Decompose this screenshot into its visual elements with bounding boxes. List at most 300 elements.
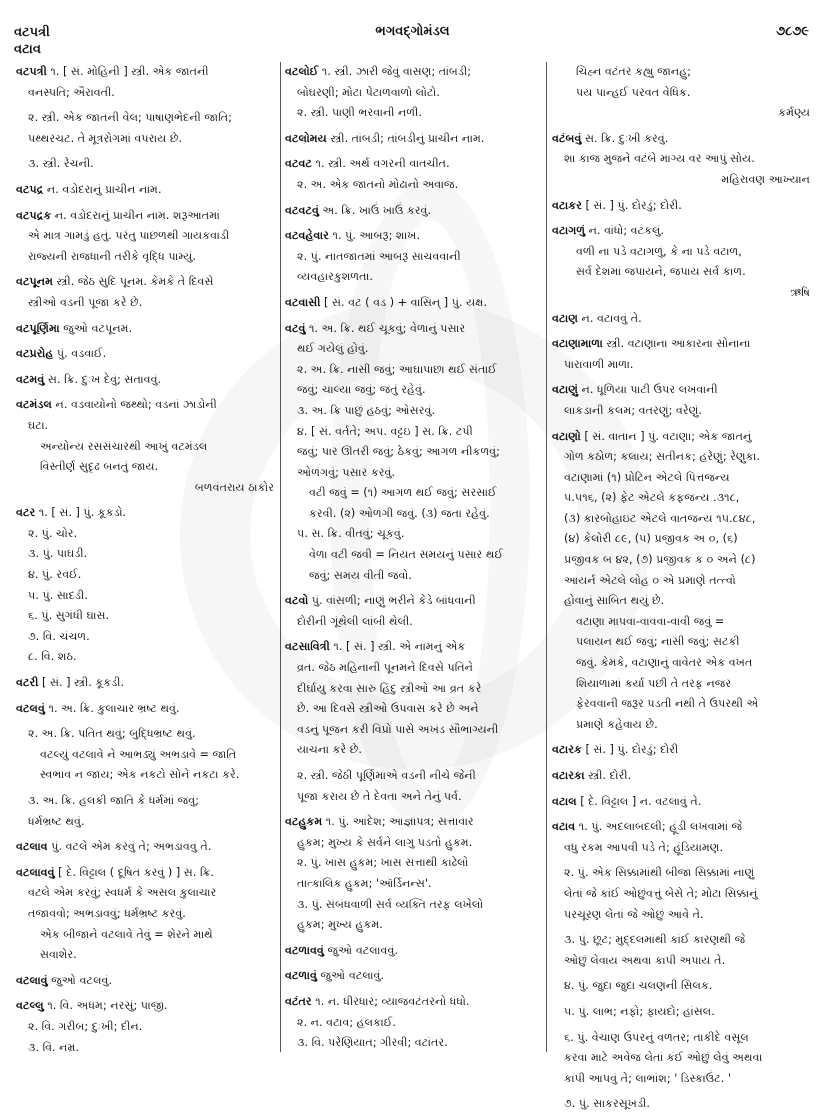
- definition-text: ૨. અ. એક જાતનો મોઢાનો અવાજ.: [297, 177, 459, 191]
- definition-text: ૧. [ સં. ] પું. કૂકડો.: [35, 506, 127, 520]
- dictionary-entry: [16, 724, 278, 786]
- definition-text: વળી ના પડે વટાગળું, કે ના પડે વટાળ,: [576, 244, 742, 258]
- entry-line: [552, 355, 814, 376]
- definition-text: વ્યવહારકુશળતા.: [297, 270, 373, 284]
- entry-line: [16, 293, 278, 314]
- dictionary-entry: [285, 941, 543, 962]
- definition-text: પય પાન્હઈ પરવત વેધિક.: [576, 85, 691, 99]
- entry-line: [285, 915, 543, 936]
- definition-text: ઋષિ: [790, 285, 810, 299]
- headword: વટંતર: [285, 994, 312, 1008]
- definition-text: ૧. વિ. અધમ; નરસું; પાજી.: [43, 999, 168, 1013]
- definition-text: પથ્થરચટ. તે મૂત્રરોગમાં વપરાય છે.: [28, 131, 183, 145]
- headword: વટપત્રી: [16, 65, 47, 78]
- definition-text: વ્રત. જેઠ મહિનાની પૂનમને દિવસે પતિને: [297, 661, 473, 675]
- entry-line: [552, 1002, 814, 1023]
- entry-line: [16, 647, 278, 668]
- entry-line: [552, 1094, 814, 1115]
- definition-text: [ સં. ] સ્ત્રી. કૂકડી.: [38, 676, 125, 690]
- definition-text: સ્ત્રી. દોરી.: [584, 769, 632, 782]
- entry-line: [285, 129, 543, 150]
- definition-text: પ્રમાણે કહેવાય છે.: [576, 717, 658, 731]
- definition-text: [ દે. વિટ્ટાલ ( દૂષિત કરવું ) ] સ. ક્રિ.: [54, 865, 214, 879]
- entry-line: [552, 951, 814, 972]
- column-2: [285, 62, 543, 1059]
- definition-text: ૮. વિ. શઠ.: [28, 650, 77, 664]
- entry-line: [285, 463, 543, 484]
- entry-line: [16, 457, 278, 478]
- entry-line: [552, 129, 814, 150]
- definition-text: ૨. સ્ત્રી. પાણી ભરવાની નળી.: [297, 106, 422, 120]
- entry-line: [16, 129, 278, 150]
- dictionary-entry: [285, 154, 543, 195]
- definition-text: સ્ત્રી. જેઠ સુદિ પૂનમ. કેમકે તે દિવસે: [52, 275, 214, 289]
- entry-line: [16, 996, 278, 1017]
- definition-text: સ્ત્રીઓ વડની પૂજા કરે છે.: [28, 295, 143, 309]
- entry-line: [285, 766, 543, 787]
- headword: વટપ્રરોહ: [16, 347, 54, 361]
- entry-line: [16, 699, 278, 720]
- entry-line: [16, 1017, 278, 1038]
- definition-text: ઓછું લેવાય અથવા કાપી અપાય તે.: [564, 953, 726, 967]
- dictionary-entry: [285, 812, 543, 936]
- entry-line: [552, 1028, 814, 1049]
- definition-text: બોઘરણી; મોટા પેટાળવાળો લોટો.: [297, 85, 440, 99]
- definition-text: પું. વાંસળી; નાણું ભરીને કેડે બાંધવાની: [308, 594, 476, 608]
- column-3: [552, 62, 814, 1120]
- definition-text: ૬. પું. સુગંધી ઘાસ.: [28, 609, 110, 623]
- dictionary-entry: [285, 591, 543, 632]
- definition-text: એ માત્ર ગામડું હતું. પરંતુ પાછળથી ગાયકવાડી: [28, 229, 230, 243]
- entry-line: [552, 401, 814, 422]
- definition-text: ન. વટાવવું તે.: [577, 311, 642, 325]
- entry-line: [285, 154, 543, 175]
- definition-text: ૩. વિ. નમ્ર.: [28, 1040, 79, 1054]
- entry-line: [552, 715, 814, 736]
- dictionary-entry: [285, 319, 543, 587]
- dictionary-entry: [285, 966, 543, 987]
- definition-text: સ. ક્રિ. દુઃખી કરવું.: [581, 131, 669, 145]
- headword: વટલાવું: [16, 973, 48, 987]
- entry-line: [16, 503, 278, 524]
- entry-line: [552, 529, 814, 550]
- definition-text: ૩. પું. પાઘડી.: [28, 547, 88, 561]
- definition-text: ૧. [ સં. ] સ્ત્રી. એ નામનું એક: [329, 640, 466, 654]
- definition-text: લાકડાની કલમ; વતરણું; વરેણું.: [564, 403, 702, 417]
- definition-text: ૨. પું. ખાસ હુકમ; ખાસ સત્તાથી કાઢેલો: [297, 856, 469, 870]
- definition-text: ૧. [ સં. મોહિની ] સ્ત્રી. એક જાતની: [46, 65, 209, 78]
- definition-text: વધુ રકમ આપવી પડે તે; હૂંડિયામણ.: [564, 840, 724, 854]
- headword: વટાવ: [552, 820, 576, 834]
- definition-text: વટાણા માપવા-વાવવા-વાવી જવું =: [576, 614, 725, 628]
- definition-text: ૨. વિ. ગરીબ; દુઃખી; દીન.: [28, 1019, 143, 1033]
- headword: વટરી: [16, 676, 39, 690]
- headword: વટલોઈ: [285, 65, 319, 78]
- headword: વટાણામાળા: [552, 337, 603, 351]
- entry-line: [16, 344, 278, 365]
- entry-line: [285, 833, 543, 854]
- definition-text: પ્રજીવક બ ૪૨, (૭) પ્રજીવક ક ૦ અને (૮): [564, 553, 756, 567]
- headword: વટલાવવું: [16, 865, 55, 879]
- headword: વટંબવું: [552, 131, 582, 145]
- definition-text: ૭. વિ. ચંચળ.: [28, 629, 90, 643]
- dictionary-entry: [16, 344, 278, 365]
- headword: વટસાવિત્રી: [285, 640, 330, 654]
- entry-line: [285, 103, 543, 124]
- headword: વટાણું: [552, 383, 578, 397]
- headword: વટાગળું: [552, 224, 586, 238]
- dictionary-entry: [16, 673, 278, 694]
- entry-line: [285, 524, 543, 545]
- entry-line: [285, 637, 543, 658]
- definition-text: વનસ્પતિ; ઐરાવતી.: [28, 85, 115, 99]
- definition-text: ૧. પું. આબરૂ; શાખ.: [328, 229, 421, 243]
- definition-text: ૩. વિ. પરેણિયાત; ગીરવી; વટાંતર.: [297, 1036, 448, 1050]
- entry-line: [552, 334, 814, 355]
- entry-line: [552, 766, 814, 787]
- entry-line: [16, 437, 278, 458]
- entry-line: [285, 62, 543, 83]
- entry-line: [16, 247, 278, 268]
- definition-text: સવાશેર.: [40, 948, 77, 962]
- entry-line: [16, 673, 278, 694]
- definition-text: ૧. પું. આદેશ; આજ્ઞાપત્ર; સત્તાવાર: [322, 815, 474, 829]
- dictionary-entry: [552, 817, 814, 858]
- column-divider: [546, 62, 547, 1052]
- definition-text: જવું; સમય વીતી જવો.: [309, 568, 412, 582]
- definition-text: ન. વાંધો; વટકલું.: [585, 224, 665, 238]
- column-1: [16, 62, 278, 1063]
- definition-text: ઘટા.: [28, 418, 49, 432]
- definition-text: કર્મણ્ય: [778, 106, 810, 120]
- entry-line: [285, 401, 543, 422]
- definition-text: ૪. [ સં. વર્તતે; અપ. વટ્ટઇ ] સ. ક્રિ. ટપી: [297, 424, 473, 438]
- entry-line: [16, 272, 278, 293]
- definition-text: પલાયન થઈ જવું; નાસી જવું; સટકી: [576, 635, 740, 649]
- definition-text: ગોળ કઠોળ; કલાય; સતીનક; હરેણું; રેણુકા.: [564, 450, 760, 464]
- entry-line: [285, 992, 543, 1013]
- definition-text: ૨. પું. ચોર.: [28, 526, 78, 540]
- entry-line: [552, 380, 814, 401]
- definition-text: દીર્ઘાયુ કરવા સારુ હિંદુ સ્ત્રીઓ આ વ્રત કરે: [297, 681, 482, 695]
- definition-text: ૨. અ. ક્રિ. નાસી જવું; આઘાપાછા થઈ સંતાઈ: [297, 362, 497, 376]
- dictionary-entry: [16, 370, 278, 391]
- dictionary-entry: [16, 971, 278, 992]
- entry-line: [552, 694, 814, 715]
- entry-line: [285, 319, 543, 340]
- entry-line: [16, 863, 278, 884]
- entry-line: [16, 627, 278, 648]
- definition-text: પું. વટલે એમ કરવું તે; અભડાવવું તે.: [47, 840, 212, 854]
- definition-text: જવું; પાર ઊતરી જવું; ઠેકવું; આગળ નીકળવું;: [297, 445, 500, 459]
- definition-text: છે. આ દિવસે સ્ત્રીઓ ઉપવાસ કરે છે અને: [297, 702, 479, 716]
- definition-text: જુઓ વટપૂનમ.: [59, 321, 133, 335]
- headword: વટવાસી: [285, 295, 321, 309]
- definition-text: મહિરાવણ આખ્યાન: [721, 172, 810, 186]
- definition-text: ૨. અ. ક્રિ. પતિત થવું; બુદ્ધિભ્રષ્ટ થવું.: [28, 727, 196, 741]
- definition-text: યાચના કરે છે.: [297, 743, 362, 757]
- definition-text: ૪. પું. જુદા જુદા ચલણની સિલક.: [564, 979, 713, 993]
- entry-line: [16, 765, 278, 786]
- entry-line: [16, 180, 278, 201]
- entry-line: [285, 1033, 543, 1054]
- definition-text: ૨. પું. નાતજાતમાં આબરૂ સાચવવાની: [297, 249, 461, 263]
- dictionary-entry: [552, 427, 814, 736]
- headword: વટમવું: [16, 372, 45, 386]
- entry-line: [552, 632, 814, 653]
- entry-line: [285, 545, 543, 566]
- entry-line: [16, 586, 278, 607]
- definition-text: ૩. પું. છૂટ; મુદ્દલમાંથી કાંઈ કારણથી જે: [564, 933, 746, 947]
- entry-line: [16, 544, 278, 565]
- definition-text: [ સં. વટ ( વડ ) + વાસિન્ ] પું. યક્ષ.: [320, 295, 487, 309]
- definition-text: સ્વભાવ ન જાય; એક નકટો સોને નકટા કરે.: [40, 768, 240, 782]
- entry-line: [552, 674, 814, 695]
- dictionary-entry: [285, 226, 543, 288]
- entry-line: [285, 966, 543, 987]
- headword: વટપૂર્ણિમા: [16, 321, 60, 335]
- entry-line: [552, 283, 814, 304]
- entry-line: [552, 149, 814, 170]
- entry-line: [285, 360, 543, 381]
- entry-line: [285, 895, 543, 916]
- entry-line: [552, 1069, 814, 1090]
- entry-line: [552, 838, 814, 859]
- entry-line: [285, 1013, 543, 1034]
- entry-line: [552, 221, 814, 242]
- definition-text: ૬. પું. વેચાણ ઉપરનું વળતર; તાકીદે વસૂલ: [564, 1030, 749, 1044]
- headword: વટપૂનમ: [16, 275, 53, 289]
- headword: વટવું: [285, 321, 306, 335]
- entry-line: [285, 679, 543, 700]
- definition-text: વિસ્તીર્ણ સુદૃઢ બનતું જાય.: [40, 460, 159, 474]
- dictionary-entry: [552, 976, 814, 997]
- entry-line: [285, 504, 543, 525]
- entry-line: [552, 196, 814, 217]
- definition-text: વટી જવું = (૧) આગળ થઈ જવું; સરસાઈ: [309, 486, 497, 500]
- entry-line: [16, 724, 278, 745]
- entry-line: [16, 154, 278, 175]
- entry-line: [552, 612, 814, 633]
- definition-text: જવું; ચાલ્યા જવું; જતું રહેવું.: [297, 383, 426, 397]
- definition-text: ૧. સ્ત્રી. અર્થ વગરની વાતચીત.: [311, 157, 450, 171]
- definition-text: ૩. અ. ક્રિ. હલકી જાતિ કે ધર્મમાં જવું;: [28, 794, 199, 807]
- definition-text: ૧. પું. અદલાબદલી; હૂંડી લખવામાં જે: [575, 820, 743, 834]
- dictionary-entry: [16, 108, 278, 149]
- dictionary-entry: [16, 837, 278, 858]
- definition-text: પૂજા કરાય છે તે દેવતા અને તેનું પર્વ.: [297, 789, 462, 803]
- dictionary-entry: [285, 637, 543, 761]
- definition-text: ૧. સ્ત્રી. ઝારી જેવું વાસણ; તાંબડી;: [318, 65, 472, 78]
- headword: વટાલ: [552, 794, 577, 808]
- entry-line: [16, 883, 278, 904]
- entry-line: [552, 930, 814, 951]
- definition-text: તજાવવો; અભડાવવું; ધર્મભ્રષ્ટ કરવું.: [28, 906, 186, 920]
- entry-line: [552, 817, 814, 838]
- dictionary-entry: [285, 293, 543, 314]
- definition-text: પરચૂરણ લેતાં જે ઓછું આવે તે.: [564, 907, 704, 921]
- headword: વટાણ: [552, 311, 578, 325]
- definition-text: હોવાનું સાબિત થયું છે.: [564, 594, 665, 608]
- entry-line: [552, 488, 814, 509]
- definition-text: હુકમ; મુખ્ય કે સર્વને લાગુ પડતો હુકમ.: [297, 835, 473, 849]
- entry-line: [285, 720, 543, 741]
- definition-text: ૨. સ્ત્રી. જેઠી પૂર્ણિમાએ વડની નીચે જેની: [297, 769, 476, 782]
- entry-line: [552, 863, 814, 884]
- definition-text: ન. વડોદરાનું પ્રાચીન નામ. શરૂઆતમાં: [51, 208, 220, 222]
- definition-text: કરવા માટે અવેજ લેતાં કંઈ ઓછું લેવું અથવા: [564, 1051, 763, 1065]
- entry-line: [285, 201, 543, 222]
- headword: વટવટવું: [285, 203, 319, 217]
- entry-line: [285, 483, 543, 504]
- definition-text: શિયાળામાં કર્યા પછી તે તરફ નજર: [576, 676, 732, 690]
- entry-line: [16, 904, 278, 925]
- entry-line: [552, 83, 814, 104]
- entry-line: [552, 309, 814, 330]
- headword: વટહુકમ: [285, 815, 323, 829]
- entry-line: [285, 247, 543, 268]
- guide-word-first: વટપત્રી: [14, 25, 50, 40]
- entry-line: [16, 565, 278, 586]
- dictionary-entry: [552, 334, 814, 375]
- definition-text: વડનું પૂજન કરી વિપ્રો પાસે અખંડ સૌભાગ્યની: [297, 722, 499, 736]
- entry-line: [16, 1038, 278, 1059]
- dictionary-entry: [552, 930, 814, 971]
- entry-line: [285, 658, 543, 679]
- entry-line: [285, 293, 543, 314]
- entry-line: [552, 242, 814, 263]
- definition-text: ઓળંગવું; પસાર કરવું.: [297, 465, 396, 479]
- definition-text: [ સં. ] પું. દોરડું; દોરી: [581, 743, 679, 757]
- entry-line: [285, 874, 543, 895]
- definition-text: (૩) કારબોહાઇટ એટલે વાતજન્ય ૧૫.૮૪૮,: [564, 511, 756, 525]
- entry-line: [285, 699, 543, 720]
- entry-line: [552, 427, 814, 448]
- definition-text: ૨. ન. વટાવ; હલકાઈ.: [297, 1015, 396, 1029]
- entry-line: [552, 550, 814, 571]
- entry-line: [552, 262, 814, 283]
- headword: વટલાવ: [16, 840, 48, 854]
- definition-text: [ સં. ] પું. દોરડું; દોરી.: [581, 198, 682, 212]
- headword: વટળાવું: [285, 969, 317, 983]
- entry-line: [16, 206, 278, 227]
- definition-text: [ સં. વાતાન ] પું. વટાણા; એક જાતનું: [580, 429, 752, 443]
- dictionary-title: ભગવદ્ગોમંડલ: [375, 24, 450, 39]
- entry-line: [16, 319, 278, 340]
- entry-line: [16, 606, 278, 627]
- definition-text: વટલે એમ કરવું; સ્વધર્મ કે અસલ કુલાચાર: [28, 886, 217, 900]
- definition-text: ૧. અ. ક્રિ. કુલાચાર ભ્રષ્ટ થવું.: [44, 701, 180, 715]
- definition-text: ૩. સ્ત્રી. રેચની.: [28, 157, 94, 171]
- dictionary-entry: [16, 319, 278, 340]
- guide-word-last: વટાવ: [14, 42, 41, 57]
- entry-line: [285, 267, 543, 288]
- definition-text: ન. વડવાયોનો જથ્થો; વડનાં ઝાડોની: [51, 398, 217, 412]
- definition-text: અન્યોન્ય રસસંચારથી આખું વટમંડલ: [40, 439, 208, 453]
- dictionary-entry: [16, 395, 278, 498]
- headword: વટર: [16, 506, 36, 520]
- dictionary-entry: [285, 129, 543, 150]
- definition-text: કરવી. (૨) ઓળંગી જવું. (૩) જતા રહેવું.: [309, 506, 490, 520]
- dictionary-entry: [552, 1094, 814, 1115]
- entry-line: [552, 62, 814, 83]
- entry-line: [552, 509, 814, 530]
- headword: વટારક: [552, 743, 582, 757]
- definition-text: સ. ક્રિ. દુઃખ દેવું; સતાવવું.: [44, 372, 162, 386]
- dictionary-entry: [552, 1028, 814, 1090]
- entry-line: [552, 591, 814, 612]
- definition-text: ૧. અ. ક્રિ. થઈ ચૂકવું; વેળાનું પસાર: [305, 321, 466, 335]
- entry-line: [552, 884, 814, 905]
- definition-text: આયર્ન એટલે લોહ ૦ એ પ્રમાણે તત્ત્વો: [564, 573, 736, 587]
- headword: વટવો: [285, 594, 309, 608]
- entry-line: [285, 612, 543, 633]
- entry-line: [552, 170, 814, 191]
- entry-line: [16, 945, 278, 966]
- definition-text: દોરીની ગૂંથેલી લાંબી થેલી.: [297, 614, 413, 628]
- definition-text: ચિહ્ન વટંતર કહ્યુ જાનહુ;: [576, 65, 691, 78]
- definition-text: હુકમ; મુખ્ય હુકમ.: [297, 918, 383, 932]
- dictionary-entry: [552, 196, 814, 217]
- definition-text: વટલ્યું વટલાવે ને આભડ્યું અભડાવે = જાતિ: [40, 747, 237, 761]
- entry-line: [285, 422, 543, 443]
- definition-text: વટાણામાં (૧) પ્રોટિન એટલે પિત્તજન્ય: [564, 470, 730, 484]
- dictionary-entry: [552, 863, 814, 925]
- headword: વટવહેવાર: [285, 229, 329, 243]
- definition-text: વેળા વટી જવી = નિયત સમયનું પસાર થઈ: [309, 548, 504, 562]
- definition-text: જુઓ વટલાવું.: [316, 969, 385, 983]
- entry-line: [285, 853, 543, 874]
- entry-line: [285, 740, 543, 761]
- definition-text: ૨. પું. એક સિક્કામાંથી બીજા સિક્કામાં નાણું: [564, 866, 755, 880]
- headword: વટવટ: [285, 157, 312, 171]
- definition-text: બળવંતરાય ઠાકોર: [194, 480, 274, 494]
- entry-line: [285, 442, 543, 463]
- entry-line: [16, 83, 278, 104]
- dictionary-entry: [16, 206, 278, 268]
- entry-line: [16, 837, 278, 858]
- dictionary-entry: [16, 180, 278, 201]
- entry-line: [16, 925, 278, 946]
- dictionary-entry: [285, 201, 543, 222]
- definition-text: રાજ્યની રાજધાની તરીકે વૃદ્ધિ પામ્યું.: [28, 249, 196, 263]
- entry-line: [552, 1048, 814, 1069]
- entry-line: [285, 226, 543, 247]
- dictionary-entry: [16, 62, 278, 103]
- definition-text: ૪. પું. રવઈ.: [28, 568, 82, 582]
- dictionary-entry: [16, 154, 278, 175]
- definition-text: તાત્કાલિક હુકમ; 'ઑર્ડિનન્સ'.: [297, 876, 432, 890]
- entry-line: [16, 791, 278, 812]
- entry-line: [552, 447, 814, 468]
- definition-text: પું. વડવાઈ.: [53, 347, 107, 361]
- entry-line: [552, 976, 814, 997]
- entry-line: [285, 380, 543, 401]
- entry-line: [16, 971, 278, 992]
- definition-text: ૫. પું. લાભ; નફો; ફાયદો; હાંસલ.: [564, 1004, 715, 1018]
- definition-text: જવું. કેમકે, વટાણાનું વાવેતર એક વખત: [576, 656, 753, 670]
- headword: વટારકા: [552, 769, 585, 782]
- dictionary-entry: [16, 272, 278, 313]
- definition-text: ૭. પું. સાકરસૂખડી.: [564, 1097, 650, 1111]
- definition-text: જુઓ વટલાવવું.: [323, 943, 398, 957]
- dictionary-entry: [552, 766, 814, 787]
- definition-text: ૫. પું. સાદડી.: [28, 588, 88, 602]
- dictionary-entry: [552, 740, 814, 761]
- page-header: [0, 20, 825, 60]
- entry-line: [16, 478, 278, 499]
- definition-text: [ દે. વિટ્ટાલ ] ન. વટલાવું તે.: [576, 794, 702, 808]
